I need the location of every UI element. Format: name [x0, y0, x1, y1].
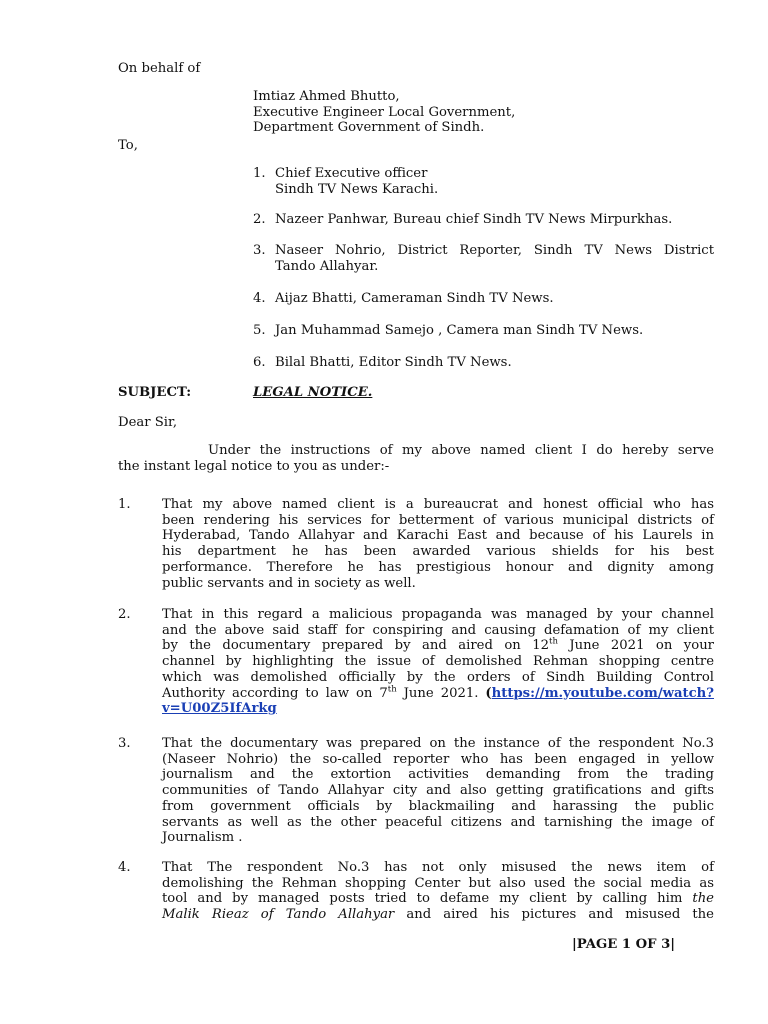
recipient-line: Nazeer Panhwar, Bureau chief Sindh TV News Mirpurkhas. — [275, 212, 673, 227]
recipient-line: Aijaz Bhatti, Cameraman Sindh TV News. — [275, 291, 554, 306]
paragraph-line: Journalism . — [162, 830, 243, 846]
paragraph-line: which was demolished officially by the orders of Sindh Building Control — [162, 669, 714, 685]
sender-name: Imtiaz Ahmed Bhutto, — [253, 89, 400, 104]
paragraph-line: That in this regard a malicious propaganda was managed by your channel — [162, 607, 714, 622]
recipient-line: Jan Muhammad Samejo , Camera man Sindh TV News. — [275, 323, 644, 338]
sender-title: Executive Engineer Local Government, — [253, 104, 516, 120]
paragraph-line: That the documentary was prepared on the instance of the respondent No.3 — [162, 736, 714, 751]
paragraph-number: 2. — [118, 607, 131, 622]
paragraph-number: 4. — [118, 860, 131, 875]
paragraph-line: That my above named client is a bureaucrat and honest official who has — [162, 497, 714, 512]
to-label: To, — [118, 138, 138, 153]
recipient-number: 2. — [253, 212, 266, 227]
paragraph-number: 1. — [118, 497, 131, 512]
recipient-line: Bilal Bhatti, Editor Sindh TV News. — [275, 355, 512, 370]
page-number: |PAGE 1 OF 3| — [572, 937, 676, 952]
paragraph-line: performance. Therefore he has prestigious honour and dignity among — [162, 559, 714, 575]
intro-line: Under the instructions of my above named client I do hereby serve — [208, 443, 714, 458]
subject-value: LEGAL NOTICE. — [253, 385, 373, 400]
paragraph-line: channel by highlighting the issue of demolished Rehman shopping centre — [162, 654, 714, 670]
intro-paragraph — [118, 443, 714, 474]
paragraph-line: by the documentary prepared by and aired on 12th June 2021 on your — [162, 637, 714, 654]
sender-block — [253, 89, 515, 136]
paragraph-line: demolishing the Rehman shopping Center but also used the social media as — [162, 875, 714, 891]
paragraph-line: Malik Rieaz of Tando Allahyar and aired his pictures and misused the — [162, 907, 714, 923]
paragraph-line: Hyderabad, Tando Allahyar and Karachi East and because of his Laurels in — [162, 528, 714, 544]
recipient-number: 5. — [253, 323, 266, 338]
paragraph-line: (Naseer Nohrio) the so-called reporter who has been engaged in yellow — [162, 751, 714, 767]
intro-line: the instant legal notice to you as under:- — [118, 458, 390, 474]
paragraph-line: been rendering his services for betterment of various municipal districts of — [162, 512, 714, 528]
paragraph-line: journalism and the extortion activities demanding from the trading — [162, 767, 714, 783]
paragraph-line: communities of Tando Allahyar city and also getting gratifications and gifts — [162, 783, 714, 799]
recipient-number: 1. — [253, 166, 266, 181]
paragraph-line: Authority according to law on 7th June 2021. (https://m.youtube.com/watch? — [162, 684, 714, 701]
paragraph-line — [162, 701, 714, 717]
recipient-line: Sindh TV News Karachi. — [275, 181, 439, 197]
paragraph-line: public servants and in society as well. — [162, 575, 416, 591]
paragraph-number: 3. — [118, 736, 131, 751]
paragraph-line: from government officials by blackmailing and harassing the public — [162, 798, 714, 814]
paragraph-line: That The respondent No.3 has not only misused the news item of — [162, 860, 714, 875]
recipient-number: 6. — [253, 355, 266, 370]
recipient-line: Chief Executive officer — [275, 166, 428, 181]
recipient-number: 3. — [253, 243, 266, 258]
subject-label: SUBJECT: — [118, 385, 192, 400]
sender-department: Department Government of Sindh. — [253, 120, 485, 136]
recipient-number: 4. — [253, 291, 266, 306]
paragraph-line: his department he has been awarded various shields for his best — [162, 544, 714, 560]
salutation: Dear Sir, — [118, 415, 178, 430]
recipient-line: Naseer Nohrio, District Reporter, Sindh TV News District — [275, 243, 714, 258]
recipient-line: Tando Allahyar. — [275, 258, 379, 274]
youtube-link[interactable]: https://m.youtube.com/watch? — [491, 685, 714, 701]
on-behalf-label: On behalf of — [118, 61, 201, 76]
paragraph-line: and the above said staff for conspiring and causing defamation of my client — [162, 622, 714, 638]
paragraph-line: tool and by managed posts tried to defame my client by calling him the — [162, 891, 714, 907]
paragraph-line: servants as well as the other peaceful citizens and tarnishing the image of — [162, 814, 714, 830]
youtube-link-continued[interactable]: v=U00Z5IfArkg — [162, 701, 277, 717]
